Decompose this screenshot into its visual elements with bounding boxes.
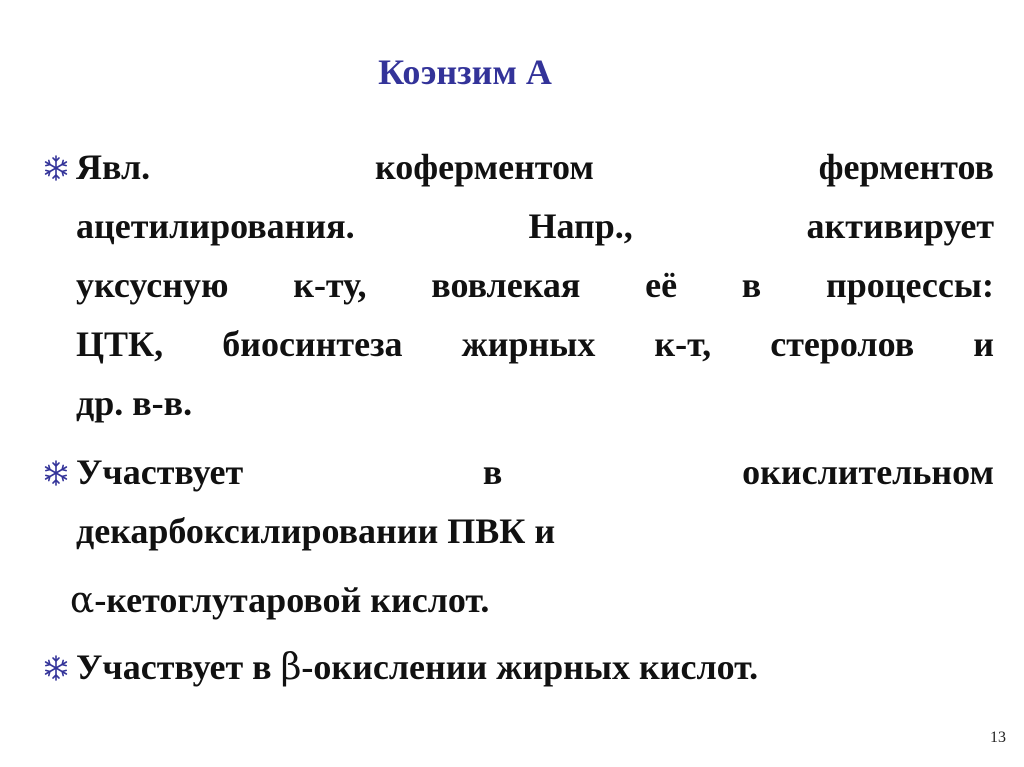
page-number: 13 xyxy=(990,729,1006,746)
word: уксусную xyxy=(76,265,229,305)
bullet-continuation-line xyxy=(70,571,994,630)
word: окислительном xyxy=(742,452,994,492)
word: ацетилирования. xyxy=(76,206,355,246)
bullet-line xyxy=(76,197,994,256)
line-text: декарбоксилировании ПВК и xyxy=(76,511,556,551)
line-suffix: -окислении жирных кислот. xyxy=(301,647,759,687)
word: к-ту, xyxy=(293,265,367,305)
line-prefix: Участвует в xyxy=(76,647,281,687)
word: жирных xyxy=(461,324,596,364)
word: Явл. xyxy=(76,147,151,187)
word: ЦТК, xyxy=(76,324,164,364)
bullet-item-coenzyme-role xyxy=(38,138,994,433)
snowflake-icon xyxy=(38,638,74,697)
word: её xyxy=(645,265,678,305)
word: вовлекая xyxy=(431,265,581,305)
word: процессы: xyxy=(825,265,994,305)
word: Напр., xyxy=(528,206,633,246)
bullet-item-decarboxylation xyxy=(38,443,994,630)
bullet-line xyxy=(76,374,994,433)
bullet-item-beta-oxidation xyxy=(38,638,994,697)
continuation-text: -кетоглутаровой кислот. xyxy=(94,580,490,620)
snowflake-icon xyxy=(38,138,74,197)
word: активирует xyxy=(806,206,994,246)
bullet-line xyxy=(76,638,994,697)
alpha-symbol: α xyxy=(70,580,95,621)
bullet-line xyxy=(76,138,994,197)
bullet-list xyxy=(38,138,994,697)
bullet-line xyxy=(76,502,994,561)
word: к-т, xyxy=(654,324,712,364)
word: ферментов xyxy=(818,147,994,187)
snowflake-icon xyxy=(38,443,74,502)
bullet-line xyxy=(76,315,994,374)
word: Участвует xyxy=(76,452,244,492)
slide-title: Коэнзим А xyxy=(378,52,552,92)
word: др. в-в. xyxy=(76,383,193,423)
word: биосинтеза xyxy=(222,324,403,364)
word: коферментом xyxy=(374,147,594,187)
word: в xyxy=(482,452,503,492)
bullet-line xyxy=(76,256,994,315)
beta-symbol: β xyxy=(280,647,302,688)
word: стеролов xyxy=(770,324,915,364)
word: в xyxy=(741,265,762,305)
word: и xyxy=(973,324,994,364)
bullet-line xyxy=(76,443,994,502)
